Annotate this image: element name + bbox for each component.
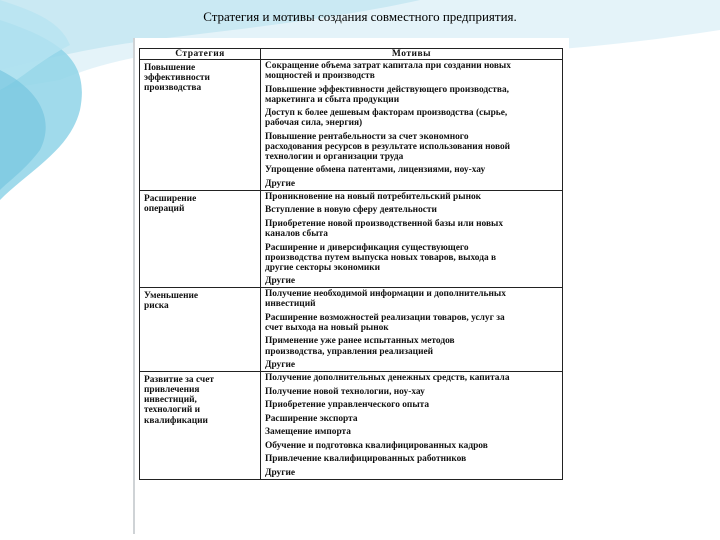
- motive-item: Расширение и диверсификация существующего производства путем выпуска новых товаров, выхода в другие секторы экономики: [265, 242, 497, 273]
- table-row: [140, 190, 563, 287]
- motives-cell: [261, 60, 563, 191]
- motives-cell: [261, 190, 563, 287]
- motive-item: Получение необходимой информации и дополнительных инвестиций: [265, 289, 506, 310]
- motive-item: Получение дополнительных денежных средств, капитала: [265, 373, 510, 384]
- table-row: [140, 60, 563, 191]
- motive-item: Другие: [265, 467, 296, 478]
- table-row: [140, 372, 563, 479]
- motive-item: Привлечение квалифицированных работников: [265, 454, 467, 465]
- motive-item: Повышение эффективности действующего производства, маркетинга и сбыта продукции: [265, 84, 509, 105]
- strategy-cell: Расширение операций: [140, 190, 261, 287]
- strategy-cell: Повышение эффективности производства: [140, 60, 261, 191]
- motive-item: Приобретение новой производственной базы или новых каналов сбыта: [265, 218, 504, 240]
- header-strategy: Стратегия: [140, 49, 261, 60]
- strategy-motives-table: [139, 48, 563, 480]
- motive-item: Доступ к более дешевым факторам производства (сырье, рабочая сила, энергия): [265, 108, 508, 129]
- motive-item: Сокращение объема затрат капитала при создании новых мощностей и производств: [265, 61, 511, 82]
- motive-item: Расширение экспорта: [265, 413, 358, 424]
- motive-item: Замещение импорта: [265, 427, 351, 438]
- motive-item: Другие: [265, 360, 296, 371]
- decorative-wave-left: [0, 0, 120, 540]
- motive-item: Повышение рентабельности за счет экономного расходования ресурсов в результате использования новой технологии и организации труда: [265, 131, 511, 162]
- strategy-cell: Развитие за счет привлечения инвестиций, технологий и квалификации: [140, 372, 261, 479]
- motive-item: Приобретение управленческого опыта: [265, 400, 430, 411]
- table-row: [140, 288, 563, 372]
- header-motives: Мотивы: [261, 49, 563, 60]
- strategy-cell: Уменьшение риска: [140, 288, 261, 372]
- motive-item: Упрощение обмена патентами, лицензиями, ноу-хау: [265, 165, 486, 176]
- motive-item: Другие: [265, 178, 296, 189]
- motives-cell: [261, 372, 563, 479]
- motive-item: Расширение возможностей реализации товаров, услуг за счет выхода на новый рынок: [265, 312, 505, 333]
- motive-item: Другие: [265, 276, 296, 287]
- motive-item: Получение новой технологии, ноу-хау: [265, 386, 425, 397]
- motive-item: Вступление в новую сферу деятельности: [265, 205, 437, 216]
- motive-item: Применение уже ранее испытанных методов производства, управления реализацией: [265, 336, 455, 357]
- motives-cell: [261, 288, 563, 372]
- slide-title: Стратегия и мотивы создания совместного предприятия.: [203, 9, 517, 24]
- motive-item: Проникновение на новый потребительский рынок: [265, 191, 482, 202]
- motive-item: Обучение и подготовка квалифицированных кадров: [265, 440, 488, 451]
